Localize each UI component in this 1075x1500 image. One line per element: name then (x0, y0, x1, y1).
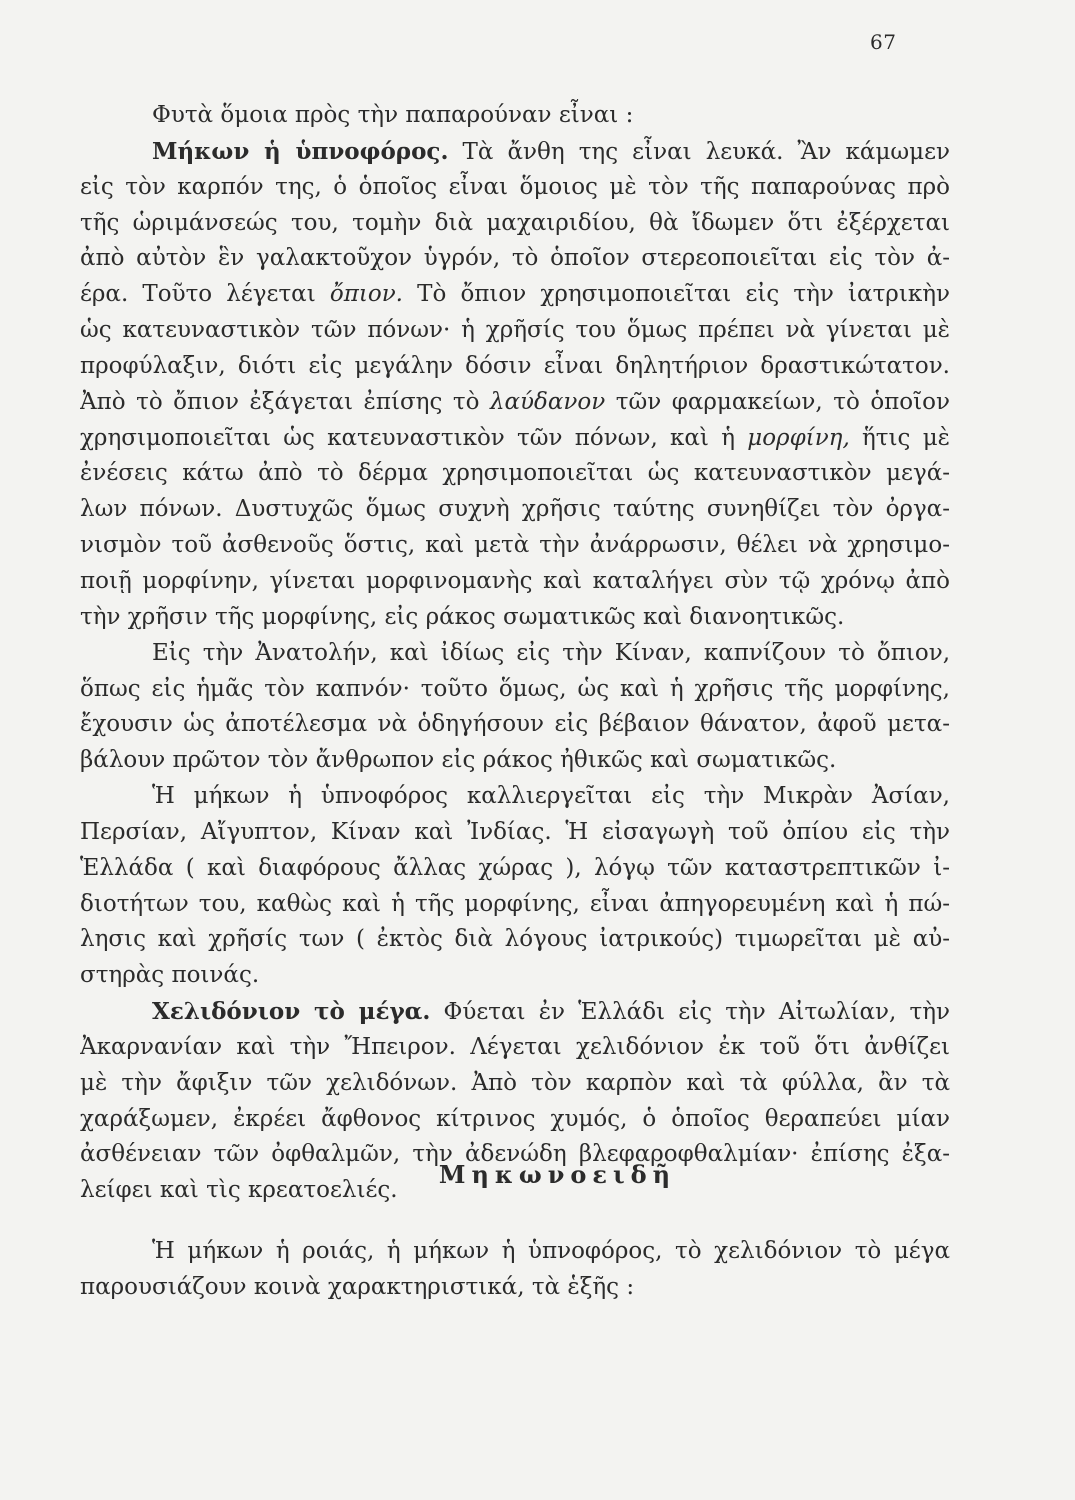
text-line: παρουσιάζουν κοινὰ χαρακτηριστικά, τὰ ἑξῆς : (80, 1273, 635, 1300)
term-heading: Χελιδόνιον τὸ μέγα. (152, 998, 431, 1026)
text-line: χρησιμοποιεῖται ὡς κατευναστικὸν τῶν πόνων, καὶ ἡ μορφίνη, ἥτις μὲ (80, 424, 950, 451)
text-line: Ἑλλάδα ( καὶ διαφόρους ἄλλας χώρας ), λόγῳ τῶν καταστρεπτικῶν ἰ- (80, 854, 950, 881)
text-line: διοτήτων του, καθὼς καὶ ἡ τῆς μορφίνης, εἶναι ἀπηγορευμένη καὶ ἡ πώ- (80, 890, 950, 917)
text-line: ἐνέσεις κάτω ἀπὸ τὸ δέρμα χρησιμοποιεῖται ὡς κατευναστικὸν μεγά- (80, 460, 950, 487)
text-line: ὅπως εἰς ἡμᾶς τὸν καπνόν· τοῦτο ὅμως, ὡς καὶ ἡ χρῆσις τῆς μορφίνης, (80, 675, 950, 702)
section-text (80, 1234, 950, 1306)
text-line: νισμὸν τοῦ ἀσθενοῦς ὅστις, καὶ μετὰ τὴν ἀνάρρωσιν, θέλει νὰ χρησιμο- (80, 532, 950, 559)
text-line: λείφει καὶ τὶς κρεατοελιές. (80, 1177, 398, 1204)
text-line: τὴν χρῆσιν τῆς μορφίνης, εἰς ράκος σωματικῶς καὶ διανοητικῶς. (80, 603, 845, 630)
italic-term: μορφίνη, (747, 424, 850, 451)
main-text (80, 98, 950, 1209)
text-line: ἀσθένειαν τῶν ὀφθαλμῶν, τὴν ἀδενώδη βλεφαροφθαλμίαν· ἐπίσης ἐξα- (80, 1141, 950, 1168)
text-line: λων πόνων. Δυστυχῶς ὅμως συχνὴ χρῆσις ταύτης συνηθίζει τὸν ὀργα- (80, 496, 950, 523)
text-line: τῆς ὡριμάνσεώς του, τομὴν διὰ μαχαιριδίου, θὰ ἴδωμεν ὅτι ἐξέρχεται (80, 209, 950, 236)
text-line: εἰς τὸν καρπόν της, ὁ ὁποῖος εἶναι ὅμοιος μὲ τὸν τῆς παπαρούνας πρὸ (80, 173, 950, 200)
italic-term: ὄπιον. (329, 281, 403, 308)
text-line: ποιῇ μορφίνην, γίνεται μορφινομανὴς καὶ καταλήγει σὺν τῷ χρόνῳ ἀπὸ (80, 567, 950, 594)
text-line: Ἡ μήκων ἡ ροιάς, ἡ μήκων ἡ ὑπνοφόρος, τὸ χελιδόνιον τὸ μέγα (152, 1238, 950, 1264)
text-line: ἀπὸ αὐτὸν ἓν γαλακτοῦχον ὑγρόν, τὸ ὁποῖον στερεοποιεῖται εἰς τὸν ἀ- (80, 245, 950, 272)
text-line: Ἡ μήκων ἡ ὑπνοφόρος καλλιεργεῖται εἰς τὴν Μικρὰν Ἀσίαν, (152, 783, 950, 810)
text-line: ἔχουσιν ὡς ἀποτέλεσμα νὰ ὁδηγήσουν εἰς βέβαιον θάνατον, ἀφοῦ μετα- (80, 711, 950, 738)
text-line: Μήκων ἡ ὑπνοφόρος. Τὰ ἄνθη της εἶναι λευκά. Ἂν κάμωμεν (152, 137, 950, 165)
text-line: χαράξωμεν, ἐκρέει ἄφθονος κίτρινος χυμός, ὁ ὁποῖος θεραπεύει μίαν (80, 1105, 950, 1132)
text-line: Ἀπὸ τὸ ὄπιον ἐξάγεται ἐπίσης τὸ λαύδανον τῶν φαρμακείων, τὸ ὁποῖον (80, 388, 950, 415)
term-heading: Μήκων ἡ ὑπνοφόρος. (152, 137, 449, 165)
text-line: Φυτὰ ὅμοια πρὸς τὴν παπαρούναν εἶναι : (152, 102, 634, 128)
text-line: στηρὰς ποινάς. (80, 962, 260, 989)
page-number: 67 (870, 30, 897, 54)
text-line: Περσίαν, Αἴγυπτον, Κίναν καὶ Ἰνδίας. Ἡ εἰσαγωγὴ τοῦ ὀπίου εἰς τὴν (80, 818, 950, 845)
section-heading: Μηκωνοειδῆ (438, 1160, 677, 1189)
text-line: βάλουν πρῶτον τὸν ἄνθρωπον εἰς ράκος ἠθικῶς καὶ σωματικῶς. (80, 747, 837, 774)
text-line: Εἰς τὴν Ἀνατολήν, καὶ ἰδίως εἰς τὴν Κίναν, καπνίζουν τὸ ὄπιον, (152, 639, 950, 666)
text-line: Ἀκαρνανίαν καὶ τὴν Ἤπειρον. Λέγεται χελιδόνιον ἐκ τοῦ ὅτι ἀνθίζει (80, 1033, 950, 1060)
text-line: μὲ τὴν ἄφιξιν τῶν χελιδόνων. Ἀπὸ τὸν καρπὸν καὶ τὰ φύλλα, ἂν τὰ (80, 1069, 950, 1096)
italic-term: λαύδανον (489, 388, 606, 415)
text-line: Χελιδόνιον τὸ μέγα. Φύεται ἐν Ἑλλάδι εἰς τὴν Αἰτωλίαν, τὴν (152, 998, 950, 1026)
text-line: προφύλαξιν, διότι εἰς μεγάλην δόσιν εἶναι δηλητήριον δραστικώτατον. (80, 352, 950, 379)
text-line: ὡς κατευναστικὸν τῶν πόνων· ἡ χρῆσίς του ὅμως πρέπει νὰ γίνεται μὲ (80, 317, 950, 344)
text-line: λησις καὶ χρῆσίς των ( ἐκτὸς διὰ λόγους ἰατρικούς) τιμωρεῖται μὲ αὐ- (80, 926, 950, 953)
text-line: έρα. Τοῦτο λέγεται ὄπιον. Τὸ ὄπιον χρησιμοποιεῖται εἰς τὴν ἰατρικὴν (80, 281, 950, 308)
